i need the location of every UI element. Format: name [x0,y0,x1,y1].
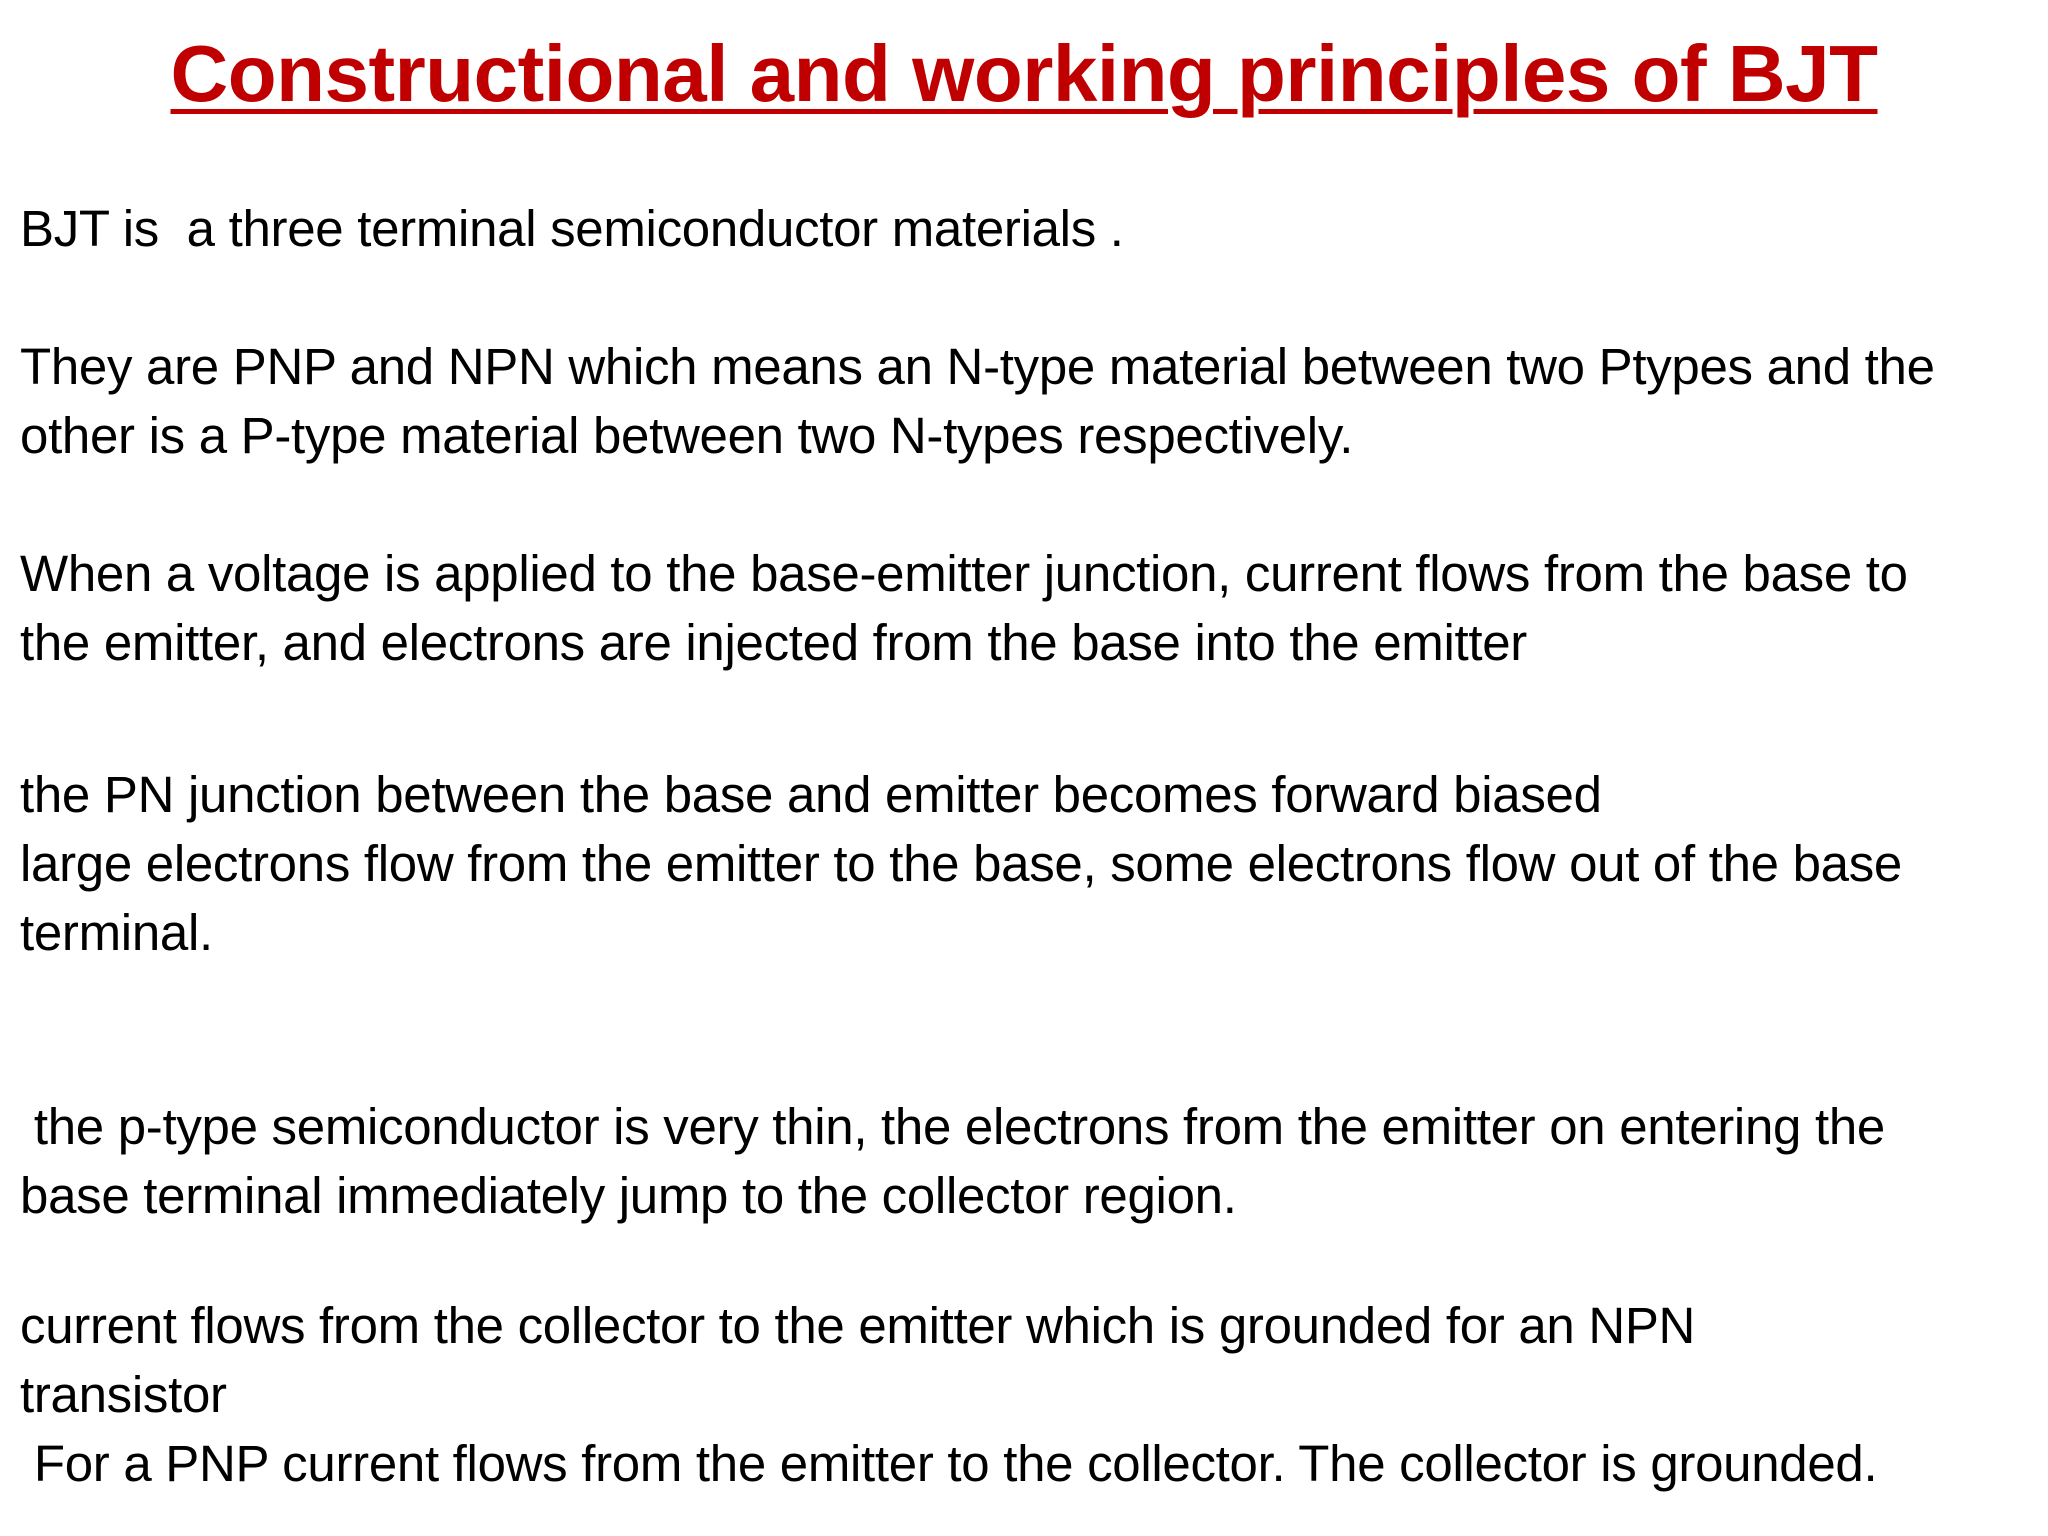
paragraph-voltage-applied [20,539,2030,677]
paragraph-line: BJT is a three terminal semiconductor materials . [20,200,1124,257]
paragraph-line: They are PNP and NPN which means an N-type material between two Ptypes and the [20,338,1935,395]
paragraph-bjt-definition [20,194,2030,263]
paragraph-line: transistor [20,1366,227,1423]
paragraph-line: base terminal immediately jump to the collector region. [20,1167,1237,1224]
paragraph-line: other is a P-type material between two N-types respectively. [20,407,1354,464]
paragraph-line: the PN junction between the base and emitter becomes forward biased [20,766,1602,823]
paragraph-line: the p-type semiconductor is very thin, the electrons from the emitter on entering the [20,1098,1885,1155]
paragraph-line: terminal. [20,904,213,961]
paragraph-line: large electrons flow from the emitter to the base, some electrons flow out of the base [20,835,1902,892]
paragraph-current-flow [20,1291,2030,1498]
paragraph-forward-biased [20,760,2030,967]
paragraph-line: When a voltage is applied to the base-emitter junction, current flows from the base to [20,545,1908,602]
paragraph-line: For a PNP current flows from the emitter to the collector. The collector is grounded. [20,1435,1878,1492]
slide-title: Constructional and working principles of BJT [170,29,1878,118]
paragraph-pnp-npn-types [20,332,2030,470]
paragraph-thin-p-type [20,1092,2030,1230]
paragraph-line: the emitter, and electrons are injected from the base into the emitter [20,614,1527,671]
paragraph-line: current flows from the collector to the emitter which is grounded for an NPN [20,1297,1696,1354]
